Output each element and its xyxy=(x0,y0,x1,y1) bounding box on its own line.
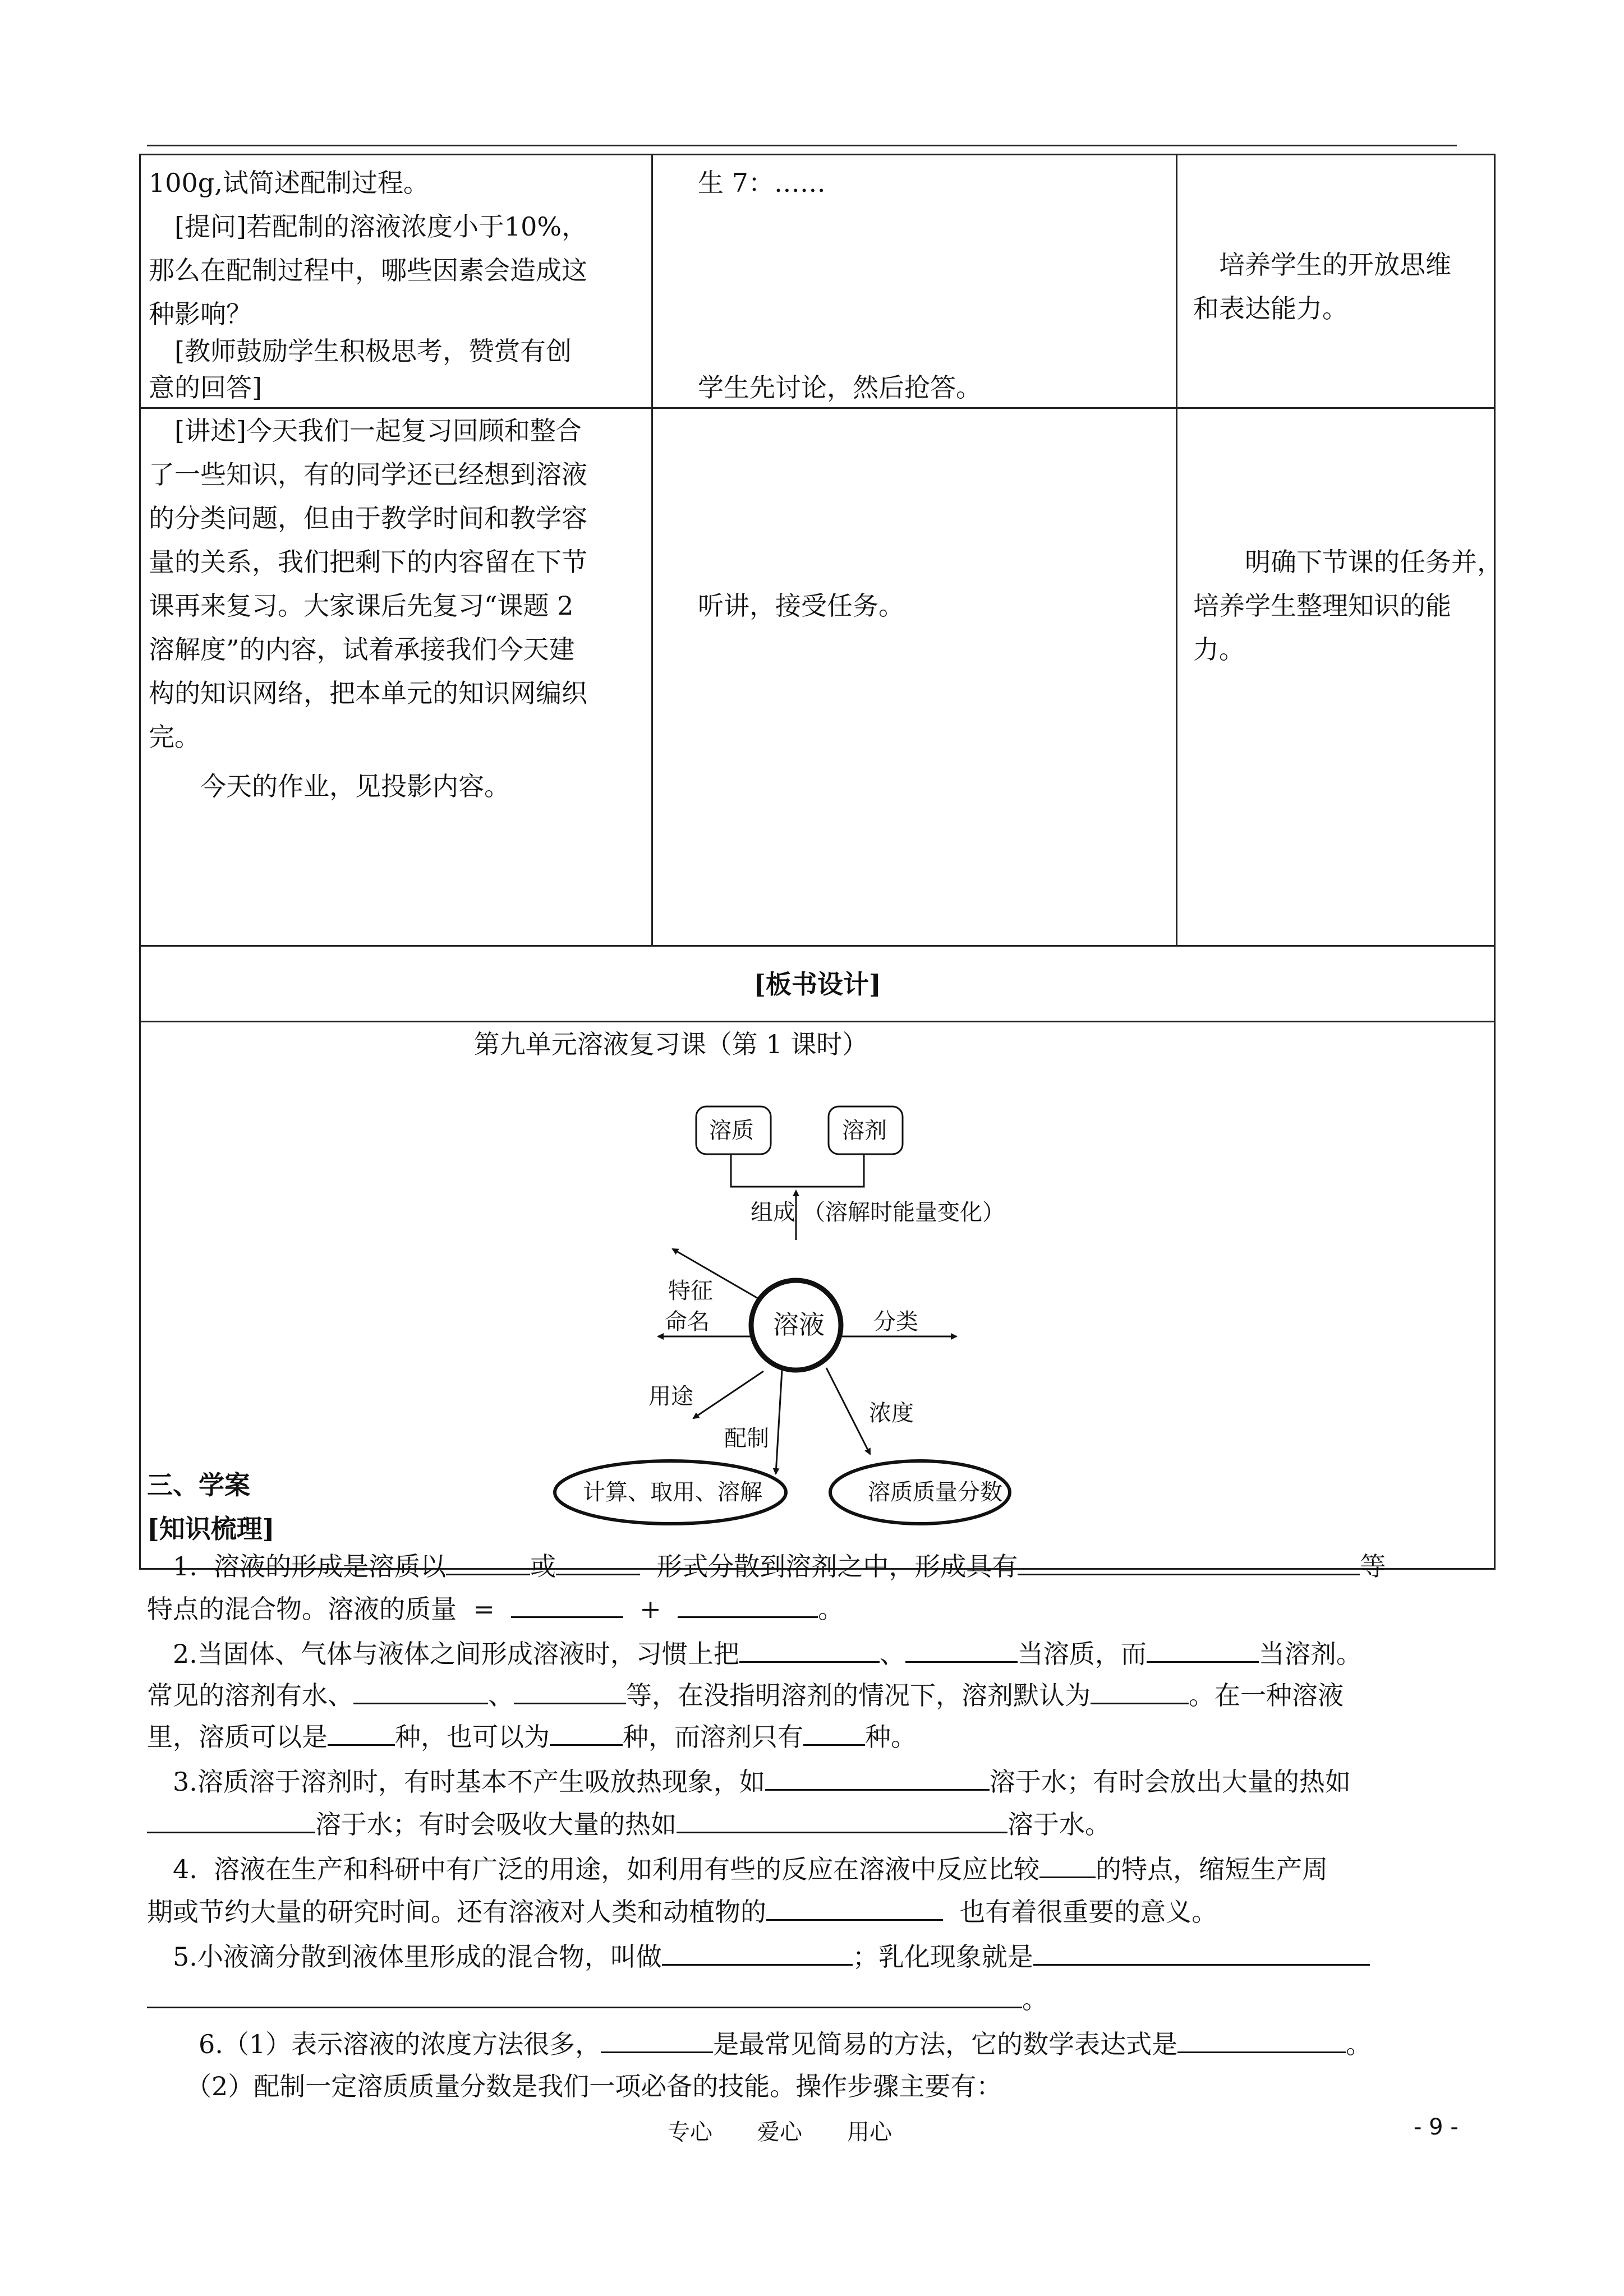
answer-blank[interactable] xyxy=(550,1719,623,1746)
answer-blank[interactable] xyxy=(678,1592,818,1618)
use-arrow xyxy=(693,1371,763,1418)
q1-text: 形式分散到溶剂之中，形成具有 xyxy=(640,1551,1018,1582)
row2-teacher-line: 的分类问题，但由于教学时间和教学容 xyxy=(149,503,587,533)
solvent-label: 溶剂 xyxy=(842,1118,887,1144)
q5-line1 xyxy=(147,1939,1370,1974)
row2-teacher-line: 构的知识网络，把本单元的知识网编织 xyxy=(149,678,587,708)
q2-text: 、 xyxy=(879,1639,905,1669)
row2-intent-line: 力。 xyxy=(1193,634,1245,665)
section-subtitle: [知识梳理] xyxy=(147,1514,275,1544)
q3-text: 3.溶质溶于溶剂时，有时基本不产生吸放热现象，如 xyxy=(147,1767,765,1797)
q4-text: 4. 溶液在生产和科研中有广泛的用途，如利用有些的反应在溶液中反应比较 xyxy=(147,1854,1040,1884)
composition-label: 组成 xyxy=(751,1200,795,1225)
answer-blank[interactable] xyxy=(1033,1939,1370,1966)
q1-text: 。 xyxy=(818,1594,844,1624)
q2-text: 里，溶质可以是 xyxy=(147,1722,328,1752)
board-header: [板书设计] xyxy=(753,969,881,999)
answer-blank[interactable] xyxy=(511,1592,623,1618)
row1-intent-line: 和表达能力。 xyxy=(1193,293,1348,324)
q6-line1 xyxy=(147,2027,1372,2061)
q1-text: 或 xyxy=(530,1551,556,1582)
q5-line2 xyxy=(147,1982,1048,2016)
board-header-cell xyxy=(139,945,1496,1022)
q2-line2 xyxy=(147,1678,1344,1712)
row1-teacher-line: 意的回答] xyxy=(149,372,262,403)
answer-blank[interactable] xyxy=(353,1678,488,1704)
q5-text: 。 xyxy=(1022,1984,1048,2014)
answer-blank[interactable] xyxy=(446,1549,530,1575)
row2-teacher-line: 溶解度”的内容，试着承接我们今天建 xyxy=(149,634,575,665)
row1-teacher-line: [教师鼓励学生积极思考，赞赏有创 xyxy=(149,336,572,366)
mass-fraction-label: 溶质质量分数 xyxy=(868,1479,1002,1505)
steps-label: 计算、取用、溶解 xyxy=(583,1479,762,1505)
q1-line1 xyxy=(147,1549,1386,1583)
board-title: 第九单元溶液复习课（第 1 课时） xyxy=(473,1029,868,1059)
row1-student-cell xyxy=(651,154,1177,409)
answer-blank[interactable] xyxy=(1177,2027,1346,2053)
section-title: 三、学案 xyxy=(147,1470,250,1500)
answer-blank[interactable] xyxy=(662,1939,853,1966)
row1-teacher-line: [提问]若配制的溶液浓度小于10%， xyxy=(149,211,588,242)
answer-blank[interactable] xyxy=(1147,1636,1259,1663)
q2-text: 常见的溶剂有水、 xyxy=(147,1680,353,1711)
answer-blank[interactable] xyxy=(739,1636,880,1663)
q2-text: 。在一种溶液 xyxy=(1189,1680,1344,1711)
q3-line2 xyxy=(147,1807,1111,1841)
q6-text: 。 xyxy=(1346,2029,1372,2059)
header-rule xyxy=(147,145,1457,146)
prepare-label: 配制 xyxy=(724,1426,769,1451)
answer-blank[interactable] xyxy=(147,1982,1022,2008)
row1-student-text: 生 7：…… xyxy=(672,168,826,198)
answer-blank[interactable] xyxy=(514,1678,626,1704)
answer-blank[interactable] xyxy=(601,2027,713,2053)
q2-text: 2.当固体、气体与液体之间形成溶液时，习惯上把 xyxy=(147,1639,739,1669)
q4-line2 xyxy=(147,1894,1217,1929)
row2-student-text: 听讲，接受任务。 xyxy=(672,591,904,621)
use-label: 用途 xyxy=(648,1384,693,1409)
q1-text: + xyxy=(623,1594,678,1624)
bracket-line xyxy=(731,1155,864,1187)
row2-intent-cell xyxy=(1176,407,1503,947)
q2-line1 xyxy=(147,1636,1362,1671)
q4-text: 也有着很重要的意义。 xyxy=(943,1897,1218,1927)
row2-teacher-line: [讲述]今天我们一起复习回顾和整合 xyxy=(149,416,582,446)
q1-line2 xyxy=(147,1592,844,1626)
row2-teacher-line: 了一些知识，有的同学还已经想到溶液 xyxy=(149,459,587,490)
footer-motto: 专心 爱心 用心 xyxy=(668,2119,892,2145)
row2-teacher-line: 量的关系，我们把剩下的内容留在下节 xyxy=(149,547,587,577)
answer-blank[interactable] xyxy=(147,1807,315,1833)
q4-text: 的特点，缩短生产周 xyxy=(1096,1854,1328,1884)
solute-label: 溶质 xyxy=(709,1118,754,1144)
row2-teacher-cell xyxy=(139,407,653,947)
classify-label: 分类 xyxy=(873,1309,918,1335)
q2-text: 当溶剂。 xyxy=(1258,1639,1362,1669)
q2-text: 当溶质，而 xyxy=(1017,1639,1147,1669)
board-design-cell xyxy=(139,1021,1496,1570)
q2-line3 xyxy=(147,1719,917,1754)
row1-intent-line: 培养学生的开放思维 xyxy=(1193,250,1451,280)
knowledge-map-diagram xyxy=(141,1022,1494,1568)
naming-label: 命名 xyxy=(665,1309,710,1335)
answer-blank[interactable] xyxy=(328,1719,395,1746)
q3-text: 溶于水；有时会放出大量的热如 xyxy=(989,1767,1351,1797)
q2-text: 种。 xyxy=(865,1722,917,1752)
q3-text: 溶于水；有时会吸收大量的热如 xyxy=(315,1809,677,1839)
row2-teacher-line: 课再来复习。大家课后先复习“课题 2 xyxy=(149,591,574,621)
row2-teacher-line: 今天的作业，见投影内容。 xyxy=(149,771,510,801)
q6-text: 是最常见简易的方法，它的数学表达式是 xyxy=(713,2029,1178,2059)
q4-text: 期或节约大量的研究时间。还有溶液对人类和动植物的 xyxy=(147,1897,766,1927)
row1-teacher-line: 100g,试简述配制过程。 xyxy=(149,168,429,198)
answer-blank[interactable] xyxy=(1039,1852,1096,1878)
row1-intent-cell xyxy=(1176,154,1496,409)
answer-blank[interactable] xyxy=(765,1764,990,1791)
answer-blank[interactable] xyxy=(556,1549,640,1575)
q1-text: 特点的混合物。溶液的质量 = xyxy=(147,1594,512,1624)
concentration-arrow xyxy=(826,1368,870,1454)
row1-student-text: 学生先讨论，然后抢答。 xyxy=(672,372,982,403)
answer-blank[interactable] xyxy=(905,1636,1018,1663)
row1-teacher-line: 那么在配制过程中，哪些因素会造成这 xyxy=(149,255,587,285)
q3-line1 xyxy=(147,1764,1351,1799)
prepare-arrow xyxy=(776,1370,782,1474)
row2-intent-line: 培养学生整理知识的能 xyxy=(1193,591,1451,621)
q6-text: 6.（1）表示溶液的浓度方法很多， xyxy=(147,2029,601,2059)
answer-blank[interactable] xyxy=(1091,1678,1189,1704)
q2-text: 种，也可以为 xyxy=(395,1722,550,1752)
q3-text: 溶于水。 xyxy=(1007,1809,1111,1839)
answer-blank[interactable] xyxy=(766,1894,943,1921)
row2-intent-line: 明确下节课的任务并， xyxy=(1193,547,1503,577)
solution-label: 溶液 xyxy=(773,1310,825,1340)
feature-label: 特征 xyxy=(668,1278,713,1304)
energy-label: （溶解时能量变化） xyxy=(803,1200,1005,1225)
q2-text: 种，而溶剂只有 xyxy=(623,1722,803,1752)
q2-text: 等，在没指明溶剂的情况下，溶剂默认为 xyxy=(626,1680,1091,1711)
row2-student-cell xyxy=(651,407,1177,947)
answer-blank[interactable] xyxy=(1018,1549,1360,1575)
row1-teacher-cell xyxy=(139,154,653,409)
row2-teacher-line: 完。 xyxy=(149,722,200,752)
answer-blank[interactable] xyxy=(677,1807,1007,1833)
q2-text: 、 xyxy=(488,1680,514,1711)
q6-line2: （2）配制一定溶质质量分数是我们一项必备的技能。操作步骤主要有： xyxy=(147,2071,1002,2101)
q5-text: 5.小液滴分散到液体里形成的混合物，叫做 xyxy=(147,1942,662,1972)
q4-line1 xyxy=(147,1852,1328,1886)
q1-text: 等 xyxy=(1360,1551,1386,1582)
page-number: - 9 - xyxy=(1414,2114,1459,2140)
q1-text: 1. 溶液的形成是溶质以 xyxy=(147,1551,447,1582)
answer-blank[interactable] xyxy=(803,1719,865,1746)
q5-text: ；乳化现象就是 xyxy=(852,1942,1033,1972)
row1-teacher-line: 种影响？ xyxy=(149,299,252,329)
concentration-label: 浓度 xyxy=(869,1400,914,1426)
